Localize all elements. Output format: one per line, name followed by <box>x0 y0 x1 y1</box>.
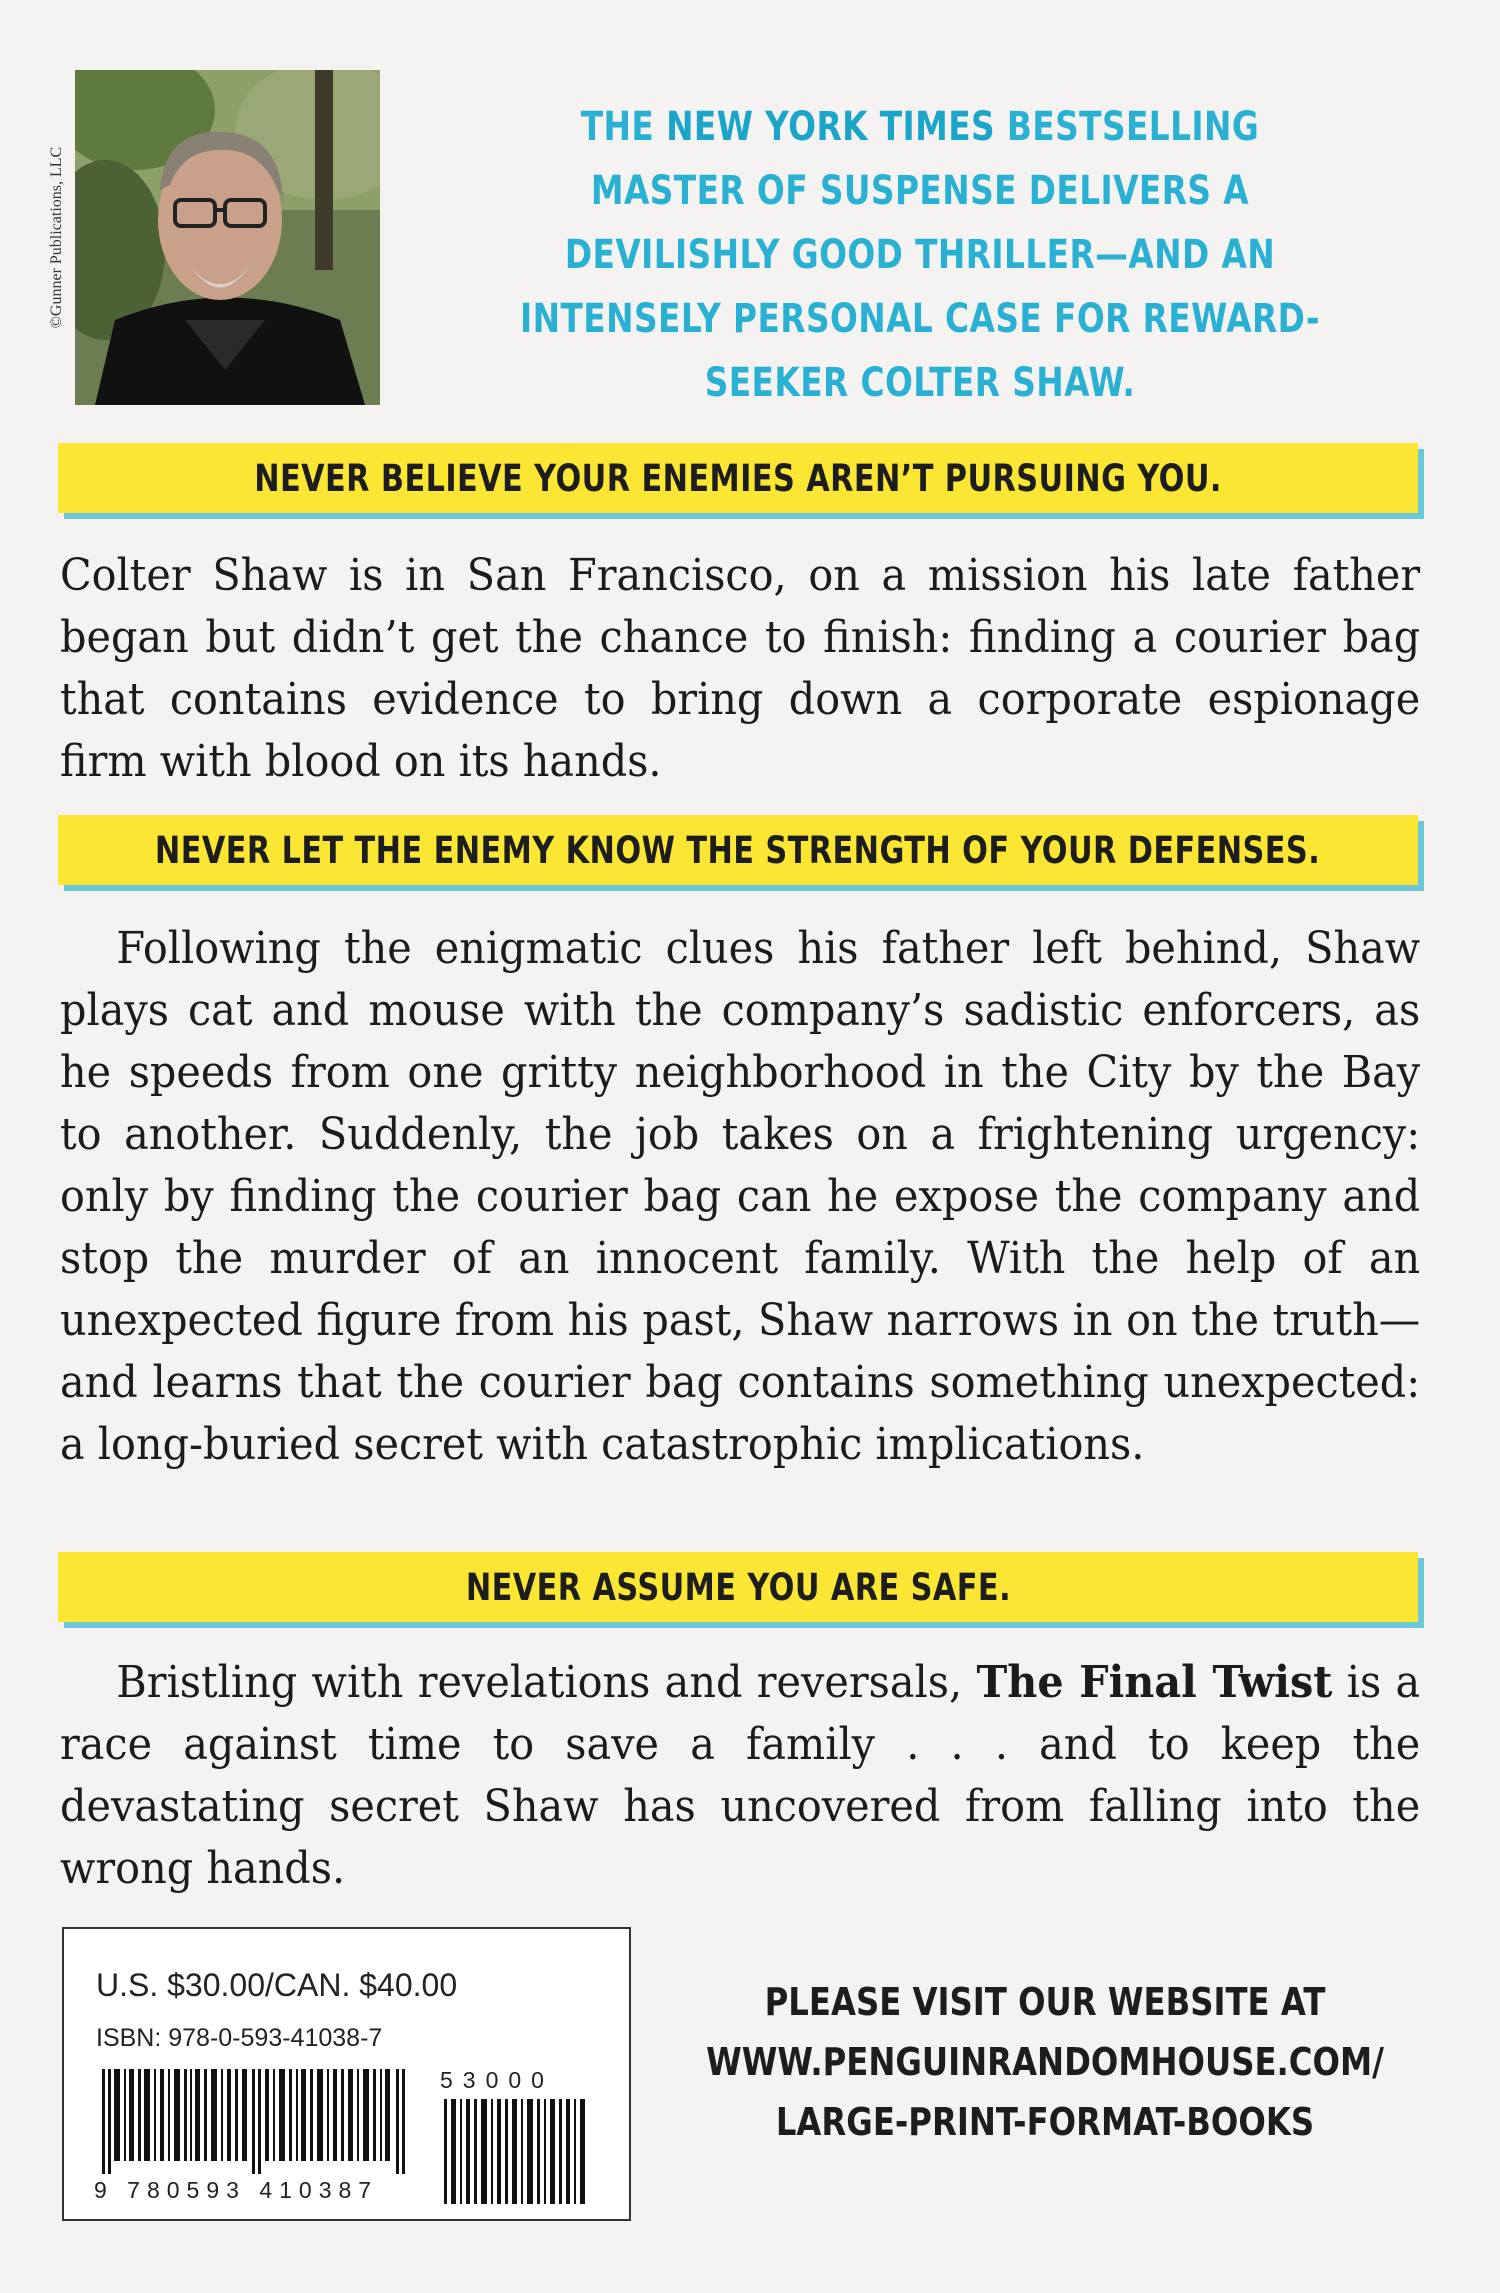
website-line-1: PLEASE VISIT OUR WEBSITE AT <box>764 1980 1326 2024</box>
isbn-barcode <box>94 2069 424 2174</box>
isbn-label: ISBN: 978-0-593-41038-7 <box>96 2024 383 2052</box>
addon-barcode <box>440 2099 595 2204</box>
addon-digits: 53000 <box>440 2067 554 2093</box>
website-notice <box>640 1972 1450 2152</box>
website-url: WWW.PENGUINRANDOMHOUSE.COM/ <box>706 2040 1384 2084</box>
banner-first: NEVER BELIEVE YOUR ENEMIES AREN’T PURSUING YOU. <box>58 443 1418 513</box>
author-photo <box>75 70 380 405</box>
paragraph-third: Bristling with revelations and reversals, The Final Twist is a race against time to save a family . . . and to keep the devastating secret Shaw has uncovered from falling into the wrong hands. <box>60 1657 1421 1894</box>
price-barcode-box <box>62 1927 631 2221</box>
headline-tagline: THE NEW YORK TIMES BESTSELLING MASTER OF SUSPENSE DELIVERS A DEVILISHLY GOOD THRILLER—AND AN INTENSELY PERSONAL CASE FOR REWARD-SEEKER COLTER SHAW. <box>520 104 1320 406</box>
nyt-title: NEW YORK TIMES <box>666 104 996 150</box>
barcode-digits: 9 780593 410387 <box>94 2177 379 2203</box>
paragraph-second: Following the enigmatic clues his father left behind, Shaw plays cat and mouse with the company’s sadistic enforcers, as he speeds from one gritty neighborhood in the City by the Bay to another. Suddenly, the job takes on a frightening urgency: only by finding the courier bag can he expose the company and stop the murder of an innocent family. With the help of an unexpected figure from his past, Shaw narrows in on the truth—and learns that the courier bag contains something unexpected: a long-buried secret with catastrophic implications. <box>60 923 1421 1470</box>
banner-third: NEVER ASSUME YOU ARE SAFE. <box>58 1552 1418 1622</box>
banner-second: NEVER LET THE ENEMY KNOW THE STRENGTH OF YOUR DEFENSES. <box>58 815 1418 885</box>
website-path: LARGE-PRINT-FORMAT-BOOKS <box>775 2100 1315 2144</box>
photo-credit: ©Gunner Publications, LLC <box>48 146 65 329</box>
paragraph-first: Colter Shaw is in San Francisco, on a mission his late father began but didn’t get the chance to finish: finding a courier bag that contains evidence to bring down a corporate espionage firm with blood on its hands. <box>60 550 1421 787</box>
book-title: The Final Twist <box>976 1657 1333 1708</box>
price-label: U.S. $30.00/CAN. $40.00 <box>96 1967 458 2003</box>
